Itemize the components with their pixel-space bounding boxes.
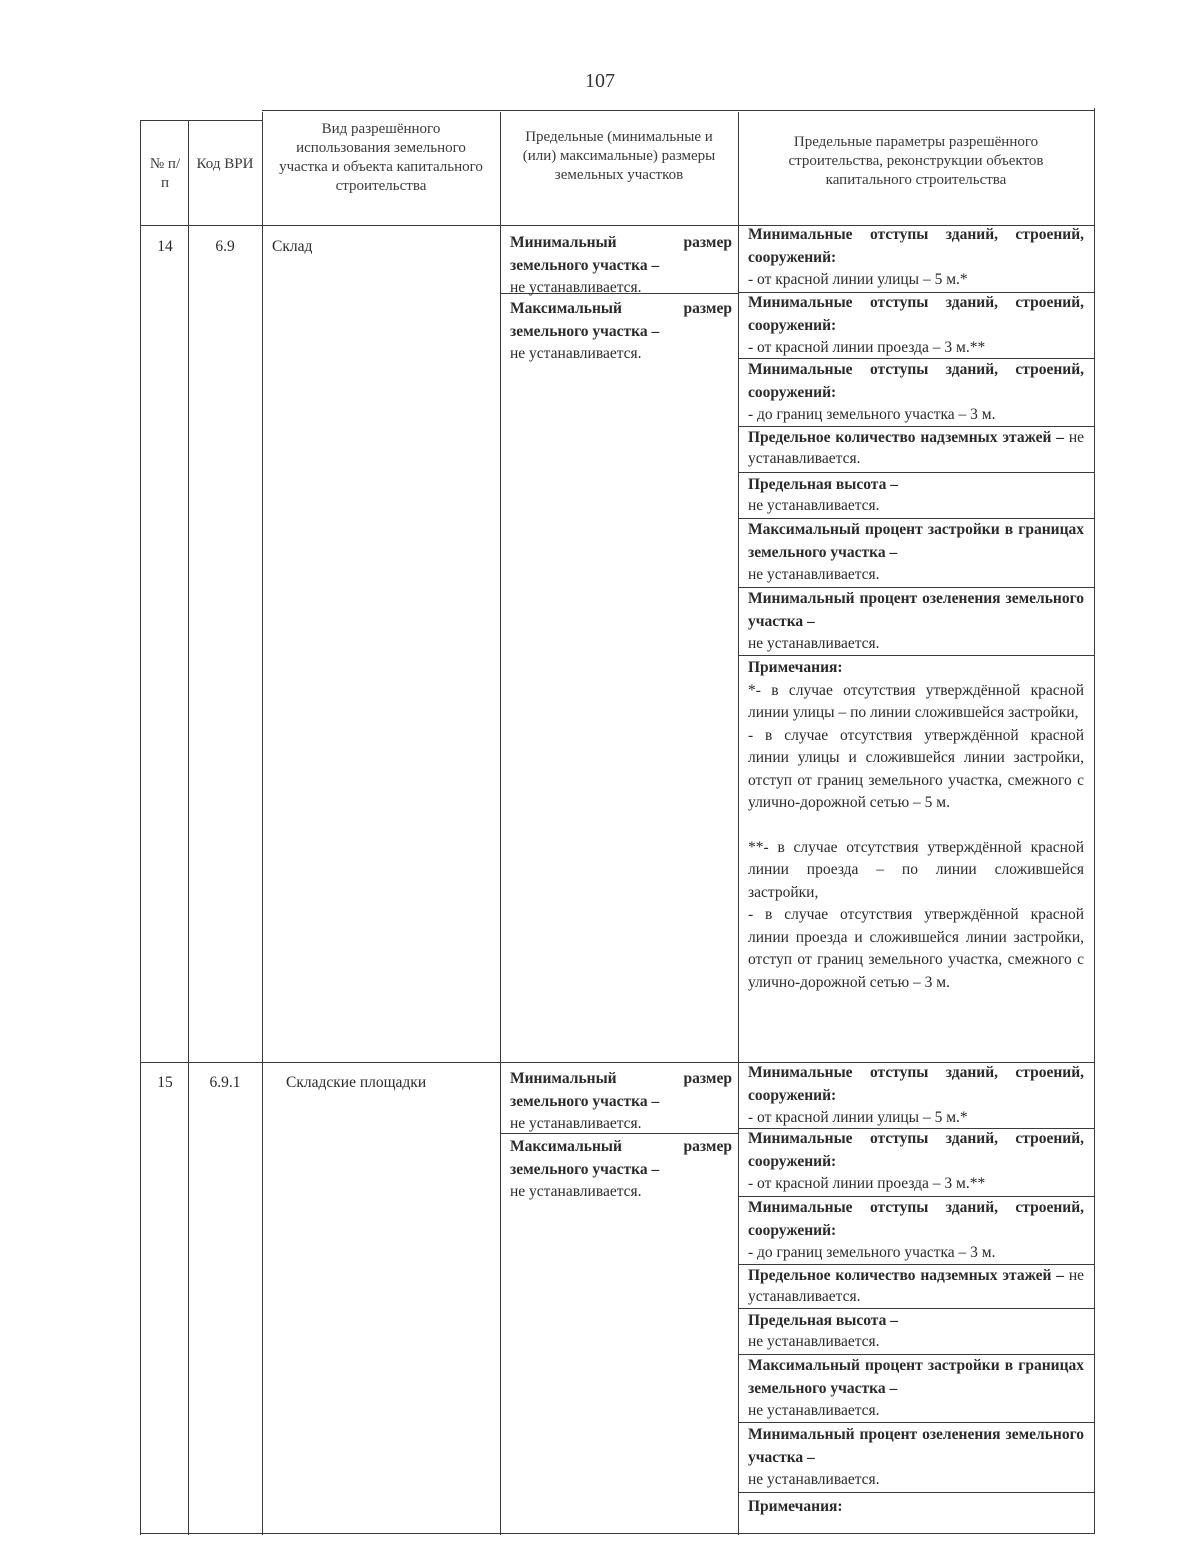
- min-size-label: Минимальный размер земельного участка –: [510, 234, 732, 274]
- param-cell: [748, 1197, 1084, 1265]
- param-label: Предельное количество надземных этажей –: [748, 1267, 1064, 1284]
- max-size-value: не устанавливается.: [510, 1183, 642, 1200]
- row-divider: [738, 1492, 1095, 1493]
- row-number: 15: [157, 1074, 173, 1091]
- param-value: не устанавливается.: [748, 1267, 1084, 1305]
- min-size-cell: [510, 1068, 732, 1136]
- row-divider: [738, 472, 1095, 473]
- param-label: Минимальный процент озеленения земельного участка –: [748, 590, 1084, 630]
- row-divider: [738, 1308, 1095, 1309]
- header-code: Код ВРИ: [196, 156, 254, 172]
- note-paragraph: *- в случае отсутствия утверждённой красной линии улицы – по линии сложившейся застройки,: [748, 681, 1084, 721]
- notes-block: [748, 1496, 1084, 1519]
- vri-code: 6.9.1: [209, 1074, 241, 1091]
- header-num: № п/п: [149, 156, 181, 191]
- param-value: не устанавливается.: [748, 429, 1084, 467]
- page-number: 107: [585, 70, 615, 92]
- param-cell: [748, 1265, 1084, 1307]
- param-cell: [748, 1128, 1084, 1196]
- param-value: - от красной линии улицы – 5 м.*: [748, 271, 968, 288]
- vri-code: 6.9: [215, 238, 235, 255]
- param-label: Минимальные отступы зданий, строений, сооружений:: [748, 1199, 1084, 1239]
- param-cell: [748, 1355, 1084, 1423]
- param-value: - до границ земельного участка – 3 м.: [748, 406, 996, 423]
- param-value: не устанавливается.: [748, 635, 880, 652]
- param-value: не устанавливается.: [748, 497, 880, 514]
- max-size-cell: [510, 298, 732, 366]
- param-cell: [748, 224, 1084, 292]
- min-size-label: Минимальный размер земельного участка –: [510, 1070, 732, 1110]
- column-divider: [188, 120, 189, 1535]
- note-paragraph: **- в случае отсутствия утверждённой красной линии проезда – по линии сложившейся застройки,: [748, 838, 1084, 901]
- param-label: Предельная высота –: [748, 476, 898, 493]
- param-cell: [748, 519, 1084, 587]
- max-size-value: не устанавливается.: [510, 345, 642, 362]
- param-label: Максимальный процент застройки в границах земельного участка –: [748, 1357, 1084, 1397]
- header-params: Предельные параметры разрешённого строительства, реконструкции объектов капитального строительства: [788, 134, 1044, 188]
- min-size-value: не устанавливается.: [510, 1115, 642, 1132]
- max-size-label: Максимальный размер земельного участка –: [510, 1138, 732, 1178]
- use-name: Склад: [272, 238, 313, 255]
- param-cell: [748, 292, 1084, 360]
- column-divider: [738, 112, 739, 1535]
- param-label: Минимальные отступы зданий, строений, сооружений:: [748, 1064, 1084, 1104]
- note-paragraph: - в случае отсутствия утверждённой красной линии улицы и сложившейся линии застройки, отступ от границ земельного участка, смежного с улично-дорожной сетью – 5 м.: [748, 726, 1084, 811]
- notes-title: Примечания:: [748, 659, 843, 676]
- param-value: - от красной линии проезда – 3 м.**: [748, 1175, 986, 1192]
- param-label: Минимальные отступы зданий, строений, сооружений:: [748, 1130, 1084, 1170]
- note-paragraph: - в случае отсутствия утверждённой красной линии проезда и сложившейся линии застройки, отступ от границ земельного участка, смежного с улично-дорожной сетью – 3 м.: [748, 906, 1084, 991]
- row-number: 14: [157, 238, 173, 255]
- param-cell: [748, 1424, 1084, 1492]
- param-value: - от красной линии проезда – 3 м.**: [748, 339, 986, 356]
- notes-title: Примечания:: [748, 1498, 843, 1515]
- param-cell: [748, 359, 1084, 427]
- param-label: Предельное количество надземных этажей –: [748, 429, 1064, 446]
- param-label: Минимальные отступы зданий, строений, сооружений:: [748, 226, 1084, 266]
- table-border-top: [140, 120, 262, 121]
- param-cell: [748, 1062, 1084, 1130]
- param-value: не устанавливается.: [748, 566, 880, 583]
- param-label: Минимальный процент озеленения земельного участка –: [748, 1426, 1084, 1466]
- table-border-right: [1094, 108, 1095, 1533]
- table-border-top: [262, 110, 1095, 111]
- header-sizes: Предельные (минимальные и (или) максимальные) размеры земельных участков: [522, 129, 716, 183]
- param-value: - до границ земельного участка – 3 м.: [748, 1244, 996, 1261]
- param-label: Минимальные отступы зданий, строений, сооружений:: [748, 294, 1084, 334]
- param-cell: [748, 588, 1084, 656]
- param-cell: [748, 1310, 1084, 1352]
- header-use: Вид разрешённого использования земельного участка и объекта капитального строительства: [279, 121, 483, 194]
- column-divider: [262, 112, 263, 1535]
- table-border-left: [140, 120, 141, 1535]
- use-name: Складские площадки: [286, 1074, 427, 1091]
- param-label: Максимальный процент застройки в границах земельного участка –: [748, 521, 1084, 561]
- param-value: - от красной линии улицы – 5 м.*: [748, 1109, 968, 1126]
- param-value: не устанавливается.: [748, 1402, 880, 1419]
- notes-block: [748, 657, 1084, 994]
- min-size-value: не устанавливается.: [510, 279, 642, 296]
- param-cell: [748, 474, 1084, 516]
- param-cell: [748, 427, 1084, 469]
- param-value: не устанавливается.: [748, 1333, 880, 1350]
- param-label: Минимальные отступы зданий, строений, сооружений:: [748, 361, 1084, 401]
- column-divider: [500, 112, 501, 1535]
- param-value: не устанавливается.: [748, 1471, 880, 1488]
- max-size-cell: [510, 1136, 732, 1204]
- min-size-cell: [510, 232, 732, 300]
- max-size-label: Максимальный размер земельного участка –: [510, 300, 732, 340]
- param-label: Предельная высота –: [748, 1312, 898, 1329]
- table-border-bottom: [140, 1533, 1095, 1534]
